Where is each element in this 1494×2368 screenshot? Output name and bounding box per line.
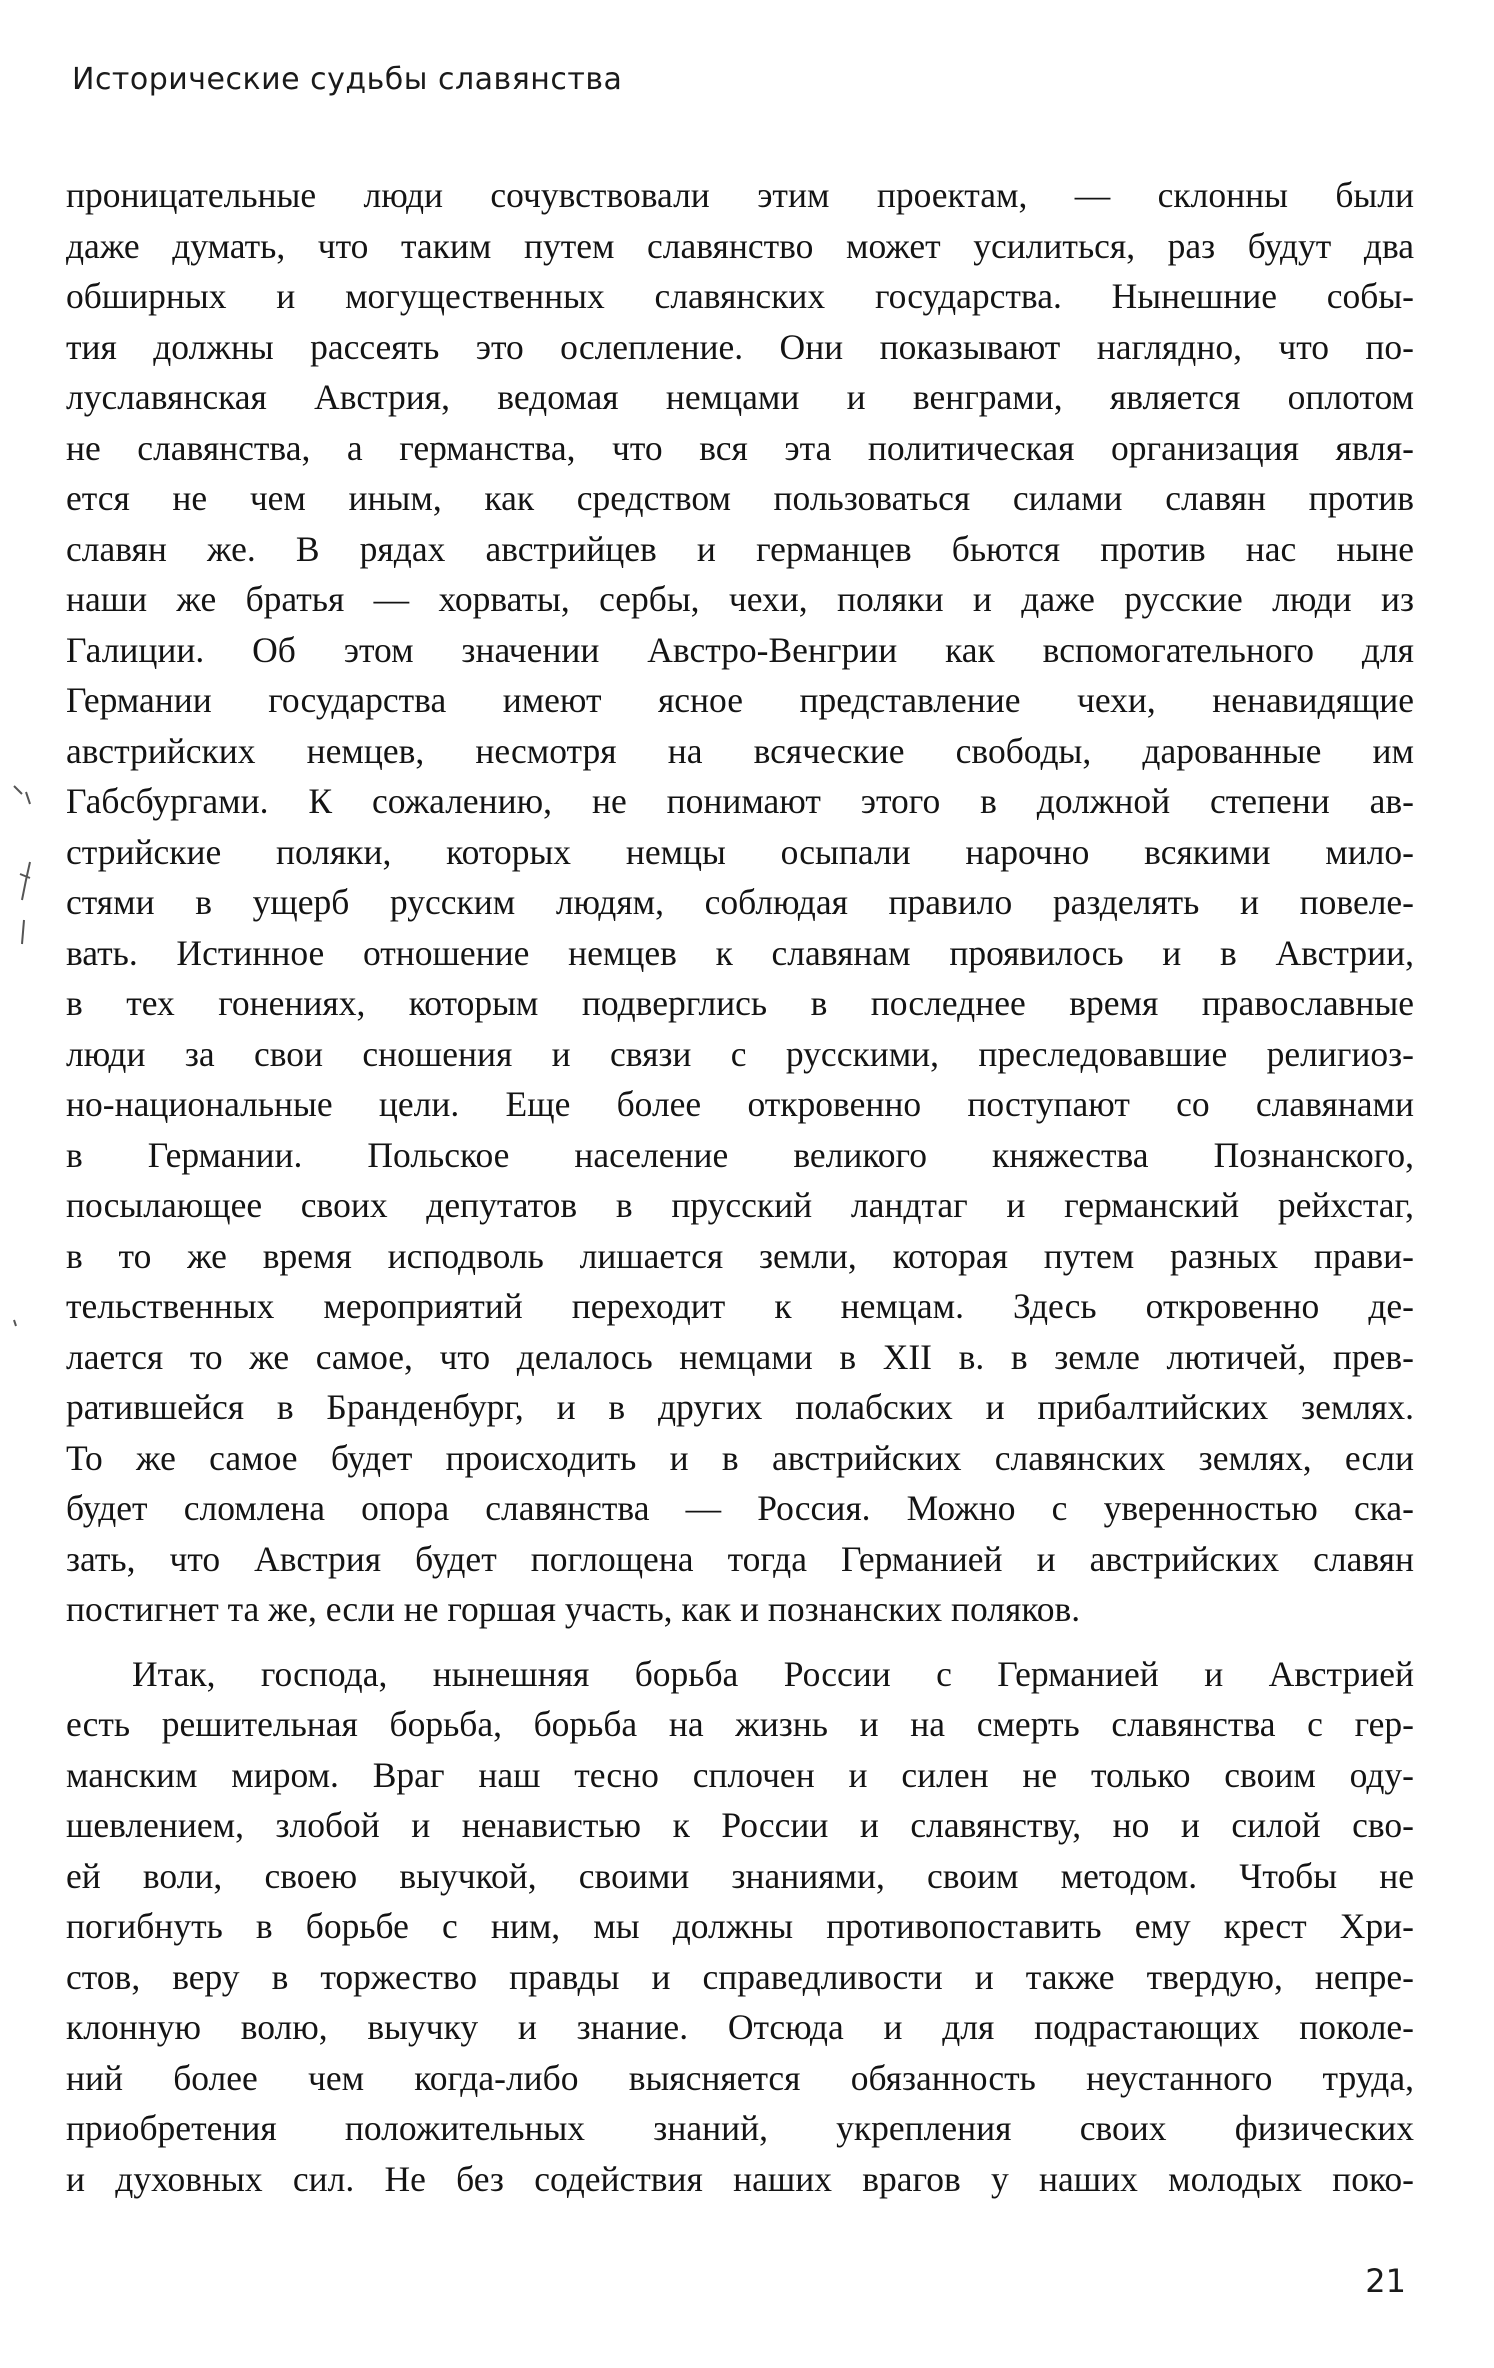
text-line: ратившейся в Бранденбург, и в других полабских и прибалтийских землях.	[66, 1387, 1414, 1427]
margin-scan-marks	[0, 0, 60, 1400]
paragraph-2	[66, 1649, 1414, 2205]
text-line: шевлением, злобой и ненавистью к России и славянству, но и силой сво-	[66, 1805, 1414, 1845]
text-line: стями в ущерб русским людям, соблюдая правило разделять и повеле-	[66, 882, 1414, 922]
text-line: стрийские поляки, которых немцы осыпали нарочно всякими мило-	[66, 831, 1414, 872]
text-line: луславянская Австрия, ведомая немцами и венграми, является оплотом	[66, 377, 1414, 417]
text-line: То же самое будет происходить и в австрийских славянских землях, если	[66, 1437, 1414, 1478]
text-line: но-национальные цели. Еще более откровенно поступают со славянами	[66, 1084, 1414, 1124]
body-text	[66, 170, 1414, 2204]
text-line: вать. Истинное отношение немцев к славянам проявилось и в Австрии,	[66, 932, 1414, 973]
scan-speck	[14, 1320, 16, 1326]
paragraph-gap	[66, 1635, 1414, 1649]
text-line: не славянства, а германства, что вся эта политическая организация явля-	[66, 427, 1414, 468]
text-line: Германии государства имеют ясное представление чехи, ненавидящие	[66, 680, 1414, 720]
paragraph-1	[66, 170, 1414, 1635]
text-line: славян же. В рядах австрийцев и германцев бьются против нас ныне	[66, 528, 1414, 569]
page-number: 21	[1365, 2262, 1406, 2300]
text-line: даже думать, что таким путем славянство может усилиться, раз будут два	[66, 225, 1414, 266]
text-line: в Германии. Польское население великого княжества Познанского,	[66, 1134, 1414, 1175]
text-line: Итак, господа, нынешняя борьба России с Германией и Австрией	[132, 1653, 1414, 1694]
text-line: люди за свои сношения и связи с русскими, преследовавшие религиоз-	[66, 1033, 1414, 1074]
text-line: клонную волю, выучку и знание. Отсюда и для подрастающих поколе-	[66, 2007, 1414, 2047]
text-line: будет сломлена опора славянства — Россия. Можно с уверенностью ска-	[66, 1488, 1414, 1528]
text-line: стов, веру в торжество правды и справедливости и также твердую, непре-	[66, 1956, 1414, 1997]
scan-speck	[22, 920, 24, 944]
scan-speck	[14, 786, 30, 804]
text-line: наши же братья — хорваты, сербы, чехи, поляки и даже русские люди из	[66, 579, 1414, 619]
text-line: обширных и могущественных славянских государства. Нынешние собы-	[66, 276, 1414, 316]
text-line: ется не чем иным, как средством пользоваться силами славян против	[66, 478, 1414, 518]
text-line: ний более чем когда-либо выясняется обязанность неустанного труда,	[66, 2057, 1414, 2098]
text-line: в тех гонениях, которым подверглись в последнее время православные	[66, 983, 1414, 1023]
text-line: тия должны рассеять это ослепление. Они показывают наглядно, что по-	[66, 326, 1414, 367]
text-line: зать, что Австрия будет поглощена тогда Германией и австрийских славян	[66, 1538, 1414, 1579]
running-header: Исторические судьбы славянства	[72, 62, 623, 97]
text-line: в то же время исподволь лишается земли, которая путем разных прави-	[66, 1235, 1414, 1276]
text-line: ей воли, своею выучкой, своими знаниями, своим методом. Чтобы не	[66, 1855, 1414, 1896]
text-line: и духовных сил. Не без содействия наших врагов у наших молодых поко-	[66, 2158, 1414, 2199]
text-line: лается то же самое, что делалось немцами в XII в. в земле лютичей, прев-	[66, 1336, 1414, 1377]
text-line: Галиции. Об этом значении Австро-Венгрии как вспомогательного для	[66, 629, 1414, 670]
text-line: погибнуть в борьбе с ним, мы должны противопоставить ему крест Хри-	[66, 1906, 1414, 1946]
text-line: проницательные люди сочувствовали этим проектам, — склонны были	[66, 175, 1414, 215]
text-line: тельственных мероприятий переходит к немцам. Здесь откровенно де-	[66, 1286, 1414, 1326]
text-line: Габсбургами. К сожалению, не понимают этого в должной степени ав-	[66, 781, 1414, 821]
text-line: посылающее своих депутатов в прусский ландтаг и германский рейхстаг,	[66, 1185, 1414, 1225]
text-line: есть решительная борьба, борьба на жизнь и на смерть славянства с гер-	[66, 1704, 1414, 1744]
text-line: постигнет та же, если не горшая участь, как и познанских поляков.	[66, 1589, 1081, 1629]
text-line: манским миром. Враг наш тесно сплочен и силен не только своим оду-	[66, 1754, 1414, 1795]
scan-speck	[20, 862, 30, 900]
text-line: австрийских немцев, несмотря на всяческие свободы, дарованные им	[66, 730, 1414, 771]
text-line: приобретения положительных знаний, укрепления своих физических	[66, 2108, 1414, 2148]
